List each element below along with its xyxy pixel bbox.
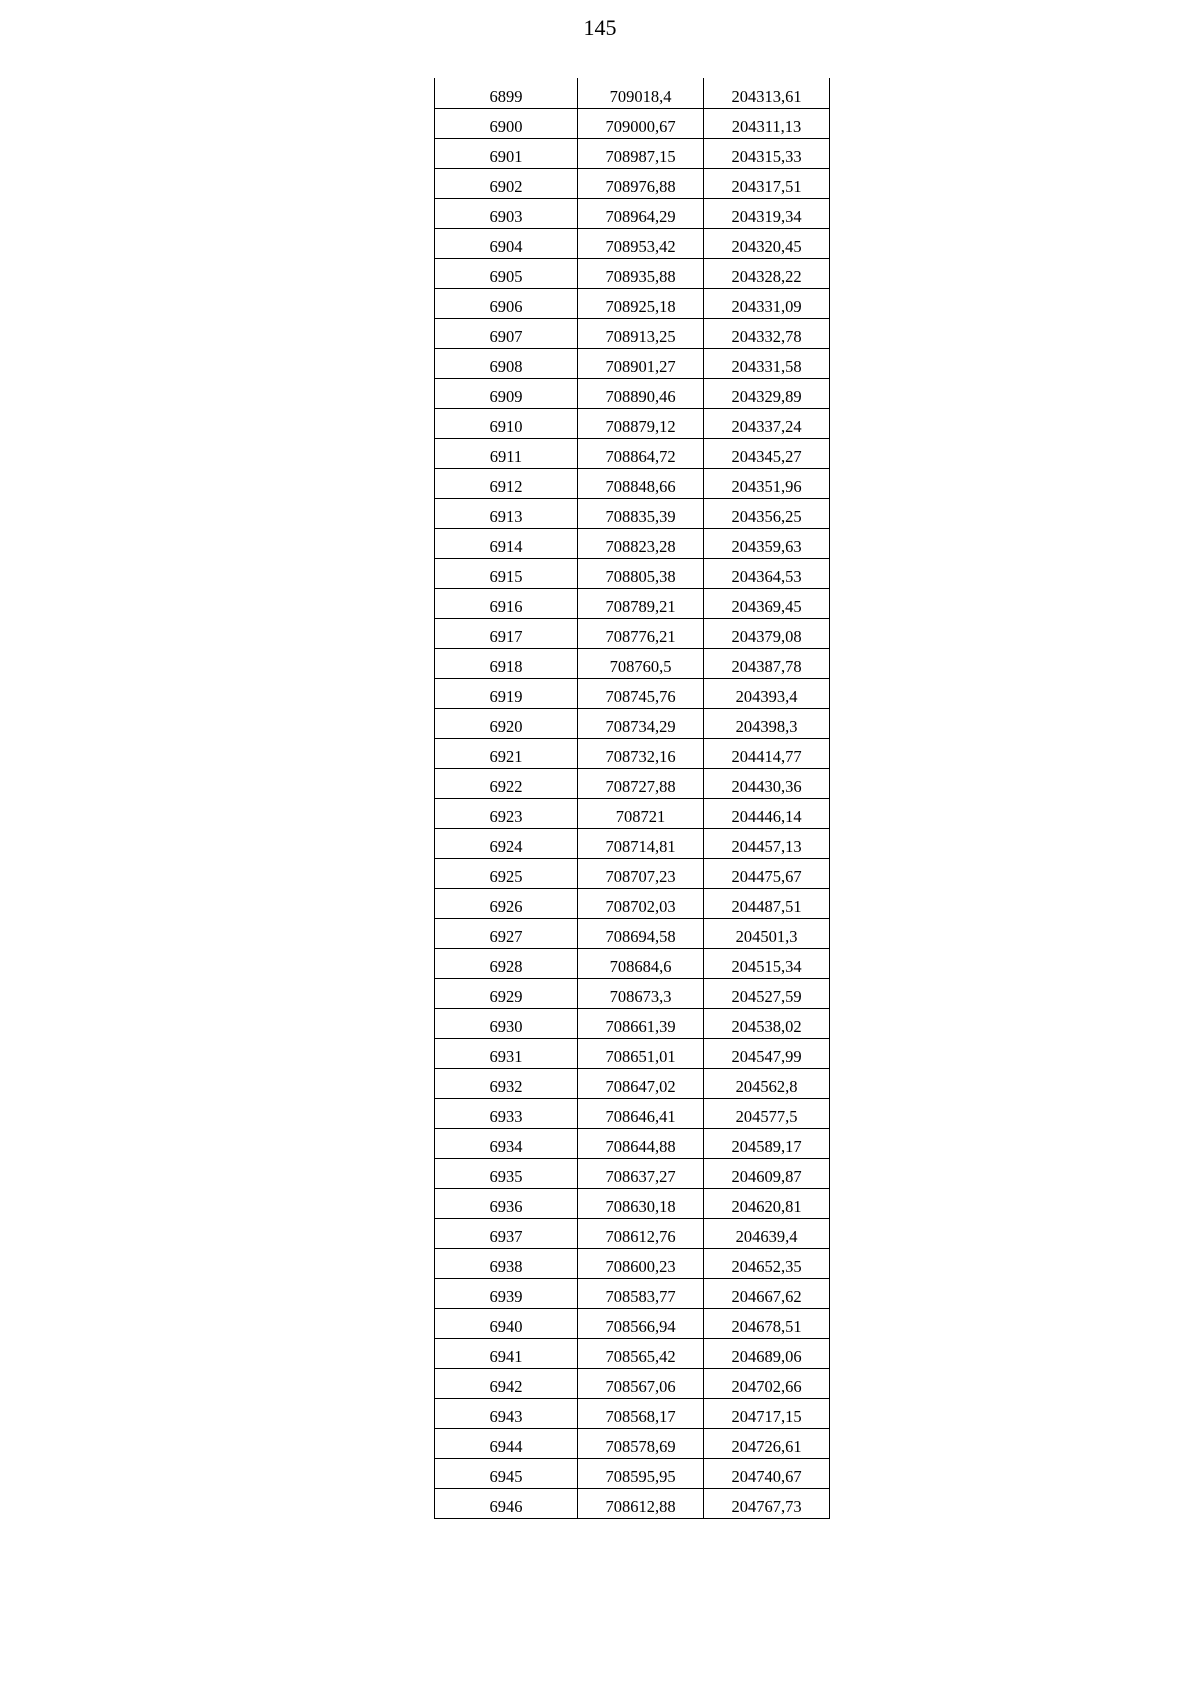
- point-number-cell: 6903: [435, 198, 578, 228]
- point-number-cell: 6912: [435, 468, 578, 498]
- x-coordinate-cell: 708913,25: [578, 318, 704, 348]
- table-row: [435, 1458, 830, 1488]
- point-number-cell: 6905: [435, 258, 578, 288]
- x-coordinate-cell: 708964,29: [578, 198, 704, 228]
- point-number-cell: 6928: [435, 948, 578, 978]
- y-coordinate-cell: 204320,45: [704, 228, 830, 258]
- table-row: [435, 1128, 830, 1158]
- point-number-cell: 6935: [435, 1158, 578, 1188]
- table-row: [435, 498, 830, 528]
- y-coordinate-cell: 204527,59: [704, 978, 830, 1008]
- point-number-cell: 6943: [435, 1398, 578, 1428]
- point-number-cell: 6933: [435, 1098, 578, 1128]
- table-row: [435, 1278, 830, 1308]
- table-row: [435, 1248, 830, 1278]
- table-row: [435, 588, 830, 618]
- x-coordinate-cell: 708776,21: [578, 618, 704, 648]
- coordinates-table-body: [435, 78, 830, 1518]
- table-row: [435, 918, 830, 948]
- point-number-cell: 6929: [435, 978, 578, 1008]
- x-coordinate-cell: 708835,39: [578, 498, 704, 528]
- table-row: [435, 1398, 830, 1428]
- y-coordinate-cell: 204609,87: [704, 1158, 830, 1188]
- point-number-cell: 6916: [435, 588, 578, 618]
- point-number-cell: 6941: [435, 1338, 578, 1368]
- point-number-cell: 6932: [435, 1068, 578, 1098]
- table-row: [435, 528, 830, 558]
- point-number-cell: 6915: [435, 558, 578, 588]
- table-row: [435, 828, 830, 858]
- point-number-cell: 6922: [435, 768, 578, 798]
- point-number-cell: 6901: [435, 138, 578, 168]
- y-coordinate-cell: 204313,61: [704, 78, 830, 108]
- y-coordinate-cell: 204538,02: [704, 1008, 830, 1038]
- x-coordinate-cell: 708583,77: [578, 1278, 704, 1308]
- point-number-cell: 6924: [435, 828, 578, 858]
- x-coordinate-cell: 708646,41: [578, 1098, 704, 1128]
- x-coordinate-cell: 708630,18: [578, 1188, 704, 1218]
- y-coordinate-cell: 204332,78: [704, 318, 830, 348]
- x-coordinate-cell: 708568,17: [578, 1398, 704, 1428]
- table-row: [435, 1038, 830, 1068]
- y-coordinate-cell: 204515,34: [704, 948, 830, 978]
- x-coordinate-cell: 708578,69: [578, 1428, 704, 1458]
- y-coordinate-cell: 204337,24: [704, 408, 830, 438]
- x-coordinate-cell: 708823,28: [578, 528, 704, 558]
- x-coordinate-cell: 708565,42: [578, 1338, 704, 1368]
- y-coordinate-cell: 204359,63: [704, 528, 830, 558]
- point-number-cell: 6939: [435, 1278, 578, 1308]
- point-number-cell: 6927: [435, 918, 578, 948]
- x-coordinate-cell: 708935,88: [578, 258, 704, 288]
- table-row: [435, 738, 830, 768]
- point-number-cell: 6923: [435, 798, 578, 828]
- x-coordinate-cell: 708732,16: [578, 738, 704, 768]
- y-coordinate-cell: 204639,4: [704, 1218, 830, 1248]
- table-row: [435, 678, 830, 708]
- y-coordinate-cell: 204667,62: [704, 1278, 830, 1308]
- table-row: [435, 648, 830, 678]
- x-coordinate-cell: 708727,88: [578, 768, 704, 798]
- point-number-cell: 6918: [435, 648, 578, 678]
- y-coordinate-cell: 204387,78: [704, 648, 830, 678]
- table-row: [435, 768, 830, 798]
- table-row: [435, 318, 830, 348]
- table-row: [435, 438, 830, 468]
- point-number-cell: 6931: [435, 1038, 578, 1068]
- table-row: [435, 1158, 830, 1188]
- x-coordinate-cell: 708760,5: [578, 648, 704, 678]
- y-coordinate-cell: 204315,33: [704, 138, 830, 168]
- point-number-cell: 6942: [435, 1368, 578, 1398]
- y-coordinate-cell: 204547,99: [704, 1038, 830, 1068]
- x-coordinate-cell: 708925,18: [578, 288, 704, 318]
- y-coordinate-cell: 204364,53: [704, 558, 830, 588]
- y-coordinate-cell: 204398,3: [704, 708, 830, 738]
- point-number-cell: 6909: [435, 378, 578, 408]
- point-number-cell: 6900: [435, 108, 578, 138]
- y-coordinate-cell: 204414,77: [704, 738, 830, 768]
- y-coordinate-cell: 204345,27: [704, 438, 830, 468]
- table-row: [435, 558, 830, 588]
- point-number-cell: 6945: [435, 1458, 578, 1488]
- x-coordinate-cell: 708647,02: [578, 1068, 704, 1098]
- y-coordinate-cell: 204331,09: [704, 288, 830, 318]
- y-coordinate-cell: 204726,61: [704, 1428, 830, 1458]
- y-coordinate-cell: 204577,5: [704, 1098, 830, 1128]
- point-number-cell: 6934: [435, 1128, 578, 1158]
- table-row: [435, 888, 830, 918]
- x-coordinate-cell: 708694,58: [578, 918, 704, 948]
- table-row: [435, 468, 830, 498]
- x-coordinate-cell: 708651,01: [578, 1038, 704, 1068]
- table-row: [435, 108, 830, 138]
- y-coordinate-cell: 204329,89: [704, 378, 830, 408]
- x-coordinate-cell: 708987,15: [578, 138, 704, 168]
- x-coordinate-cell: 708734,29: [578, 708, 704, 738]
- point-number-cell: 6911: [435, 438, 578, 468]
- point-number-cell: 6904: [435, 228, 578, 258]
- y-coordinate-cell: 204319,34: [704, 198, 830, 228]
- x-coordinate-cell: 708805,38: [578, 558, 704, 588]
- y-coordinate-cell: 204430,36: [704, 768, 830, 798]
- table-row: [435, 858, 830, 888]
- point-number-cell: 6906: [435, 288, 578, 318]
- x-coordinate-cell: 709000,67: [578, 108, 704, 138]
- table-row: [435, 1368, 830, 1398]
- x-coordinate-cell: 708714,81: [578, 828, 704, 858]
- x-coordinate-cell: 708661,39: [578, 1008, 704, 1038]
- point-number-cell: 6914: [435, 528, 578, 558]
- point-number-cell: 6919: [435, 678, 578, 708]
- table-row: [435, 408, 830, 438]
- point-number-cell: 6938: [435, 1248, 578, 1278]
- table-row: [435, 78, 830, 108]
- y-coordinate-cell: 204328,22: [704, 258, 830, 288]
- y-coordinate-cell: 204446,14: [704, 798, 830, 828]
- point-number-cell: 6907: [435, 318, 578, 348]
- table-row: [435, 1428, 830, 1458]
- y-coordinate-cell: 204331,58: [704, 348, 830, 378]
- table-row: [435, 1188, 830, 1218]
- table-row: [435, 1068, 830, 1098]
- x-coordinate-cell: 708612,76: [578, 1218, 704, 1248]
- y-coordinate-cell: 204379,08: [704, 618, 830, 648]
- y-coordinate-cell: 204740,67: [704, 1458, 830, 1488]
- x-coordinate-cell: 708644,88: [578, 1128, 704, 1158]
- point-number-cell: 6908: [435, 348, 578, 378]
- x-coordinate-cell: 708637,27: [578, 1158, 704, 1188]
- x-coordinate-cell: 708567,06: [578, 1368, 704, 1398]
- x-coordinate-cell: 708721: [578, 798, 704, 828]
- x-coordinate-cell: 709018,4: [578, 78, 704, 108]
- x-coordinate-cell: 708789,21: [578, 588, 704, 618]
- x-coordinate-cell: 708901,27: [578, 348, 704, 378]
- y-coordinate-cell: 204678,51: [704, 1308, 830, 1338]
- point-number-cell: 6926: [435, 888, 578, 918]
- y-coordinate-cell: 204487,51: [704, 888, 830, 918]
- y-coordinate-cell: 204351,96: [704, 468, 830, 498]
- point-number-cell: 6936: [435, 1188, 578, 1218]
- table-row: [435, 378, 830, 408]
- point-number-cell: 6944: [435, 1428, 578, 1458]
- table-row: [435, 228, 830, 258]
- y-coordinate-cell: 204620,81: [704, 1188, 830, 1218]
- y-coordinate-cell: 204317,51: [704, 168, 830, 198]
- y-coordinate-cell: 204702,66: [704, 1368, 830, 1398]
- x-coordinate-cell: 708566,94: [578, 1308, 704, 1338]
- y-coordinate-cell: 204717,15: [704, 1398, 830, 1428]
- y-coordinate-cell: 204689,06: [704, 1338, 830, 1368]
- x-coordinate-cell: 708953,42: [578, 228, 704, 258]
- table-row: [435, 618, 830, 648]
- y-coordinate-cell: 204767,73: [704, 1488, 830, 1518]
- table-row: [435, 198, 830, 228]
- table-row: [435, 1098, 830, 1128]
- y-coordinate-cell: 204311,13: [704, 108, 830, 138]
- x-coordinate-cell: 708879,12: [578, 408, 704, 438]
- y-coordinate-cell: 204652,35: [704, 1248, 830, 1278]
- y-coordinate-cell: 204501,3: [704, 918, 830, 948]
- point-number-cell: 6925: [435, 858, 578, 888]
- point-number-cell: 6917: [435, 618, 578, 648]
- point-number-cell: 6940: [435, 1308, 578, 1338]
- table-row: [435, 1008, 830, 1038]
- table-row: [435, 798, 830, 828]
- x-coordinate-cell: 708745,76: [578, 678, 704, 708]
- point-number-cell: 6910: [435, 408, 578, 438]
- point-number-cell: 6921: [435, 738, 578, 768]
- table-row: [435, 978, 830, 1008]
- x-coordinate-cell: 708976,88: [578, 168, 704, 198]
- table-row: [435, 708, 830, 738]
- table-row: [435, 1338, 830, 1368]
- point-number-cell: 6937: [435, 1218, 578, 1248]
- page-number: 145: [583, 15, 617, 40]
- y-coordinate-cell: 204369,45: [704, 588, 830, 618]
- table-row: [435, 1308, 830, 1338]
- x-coordinate-cell: 708612,88: [578, 1488, 704, 1518]
- x-coordinate-cell: 708864,72: [578, 438, 704, 468]
- table-row: [435, 138, 830, 168]
- coordinates-table: [434, 78, 830, 1519]
- point-number-cell: 6920: [435, 708, 578, 738]
- x-coordinate-cell: 708848,66: [578, 468, 704, 498]
- table-row: [435, 168, 830, 198]
- y-coordinate-cell: 204589,17: [704, 1128, 830, 1158]
- y-coordinate-cell: 204393,4: [704, 678, 830, 708]
- table-row: [435, 288, 830, 318]
- y-coordinate-cell: 204562,8: [704, 1068, 830, 1098]
- table-row: [435, 348, 830, 378]
- table-row: [435, 1488, 830, 1518]
- x-coordinate-cell: 708595,95: [578, 1458, 704, 1488]
- point-number-cell: 6899: [435, 78, 578, 108]
- point-number-cell: 6902: [435, 168, 578, 198]
- table-row: [435, 1218, 830, 1248]
- x-coordinate-cell: 708702,03: [578, 888, 704, 918]
- point-number-cell: 6930: [435, 1008, 578, 1038]
- x-coordinate-cell: 708673,3: [578, 978, 704, 1008]
- y-coordinate-cell: 204475,67: [704, 858, 830, 888]
- x-coordinate-cell: 708600,23: [578, 1248, 704, 1278]
- x-coordinate-cell: 708890,46: [578, 378, 704, 408]
- y-coordinate-cell: 204457,13: [704, 828, 830, 858]
- point-number-cell: 6913: [435, 498, 578, 528]
- table-row: [435, 258, 830, 288]
- table-row: [435, 948, 830, 978]
- y-coordinate-cell: 204356,25: [704, 498, 830, 528]
- x-coordinate-cell: 708707,23: [578, 858, 704, 888]
- point-number-cell: 6946: [435, 1488, 578, 1518]
- x-coordinate-cell: 708684,6: [578, 948, 704, 978]
